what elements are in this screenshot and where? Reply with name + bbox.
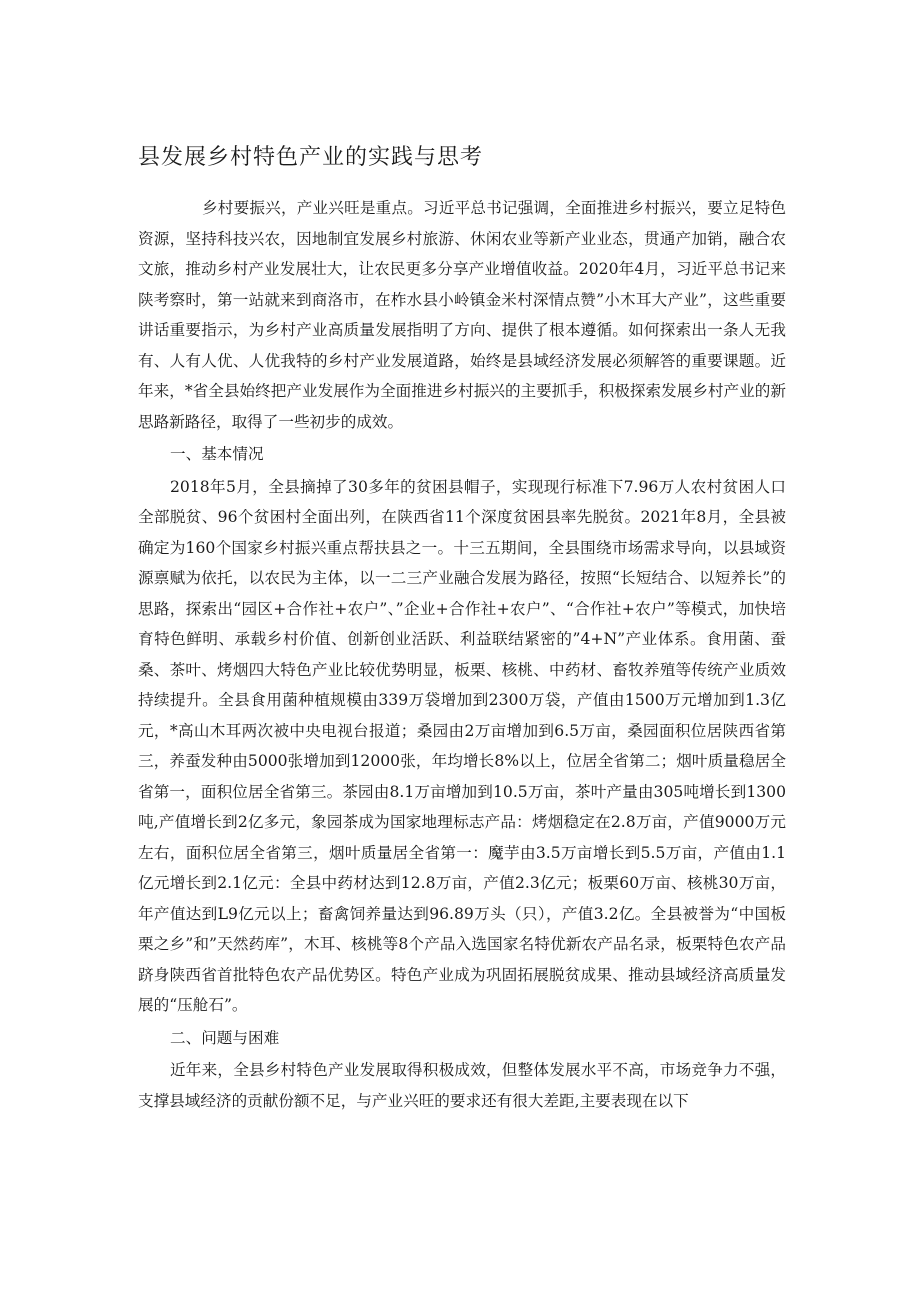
section-heading-problems: 二、问题与困难 <box>170 1028 280 1047</box>
section-heading-basic-situation: 一、基本情况 <box>170 445 264 463</box>
document-title: 县发展乡村特色产业的实践与思考 <box>138 145 484 170</box>
intro-paragraph: 乡村要振兴，产业兴旺是重点。习近平总书记强调，全面推进乡村振兴，要立足特色资源，坚持科技兴农，因地制宜发展乡村旅游、休闲农业等新产业业态，贯通产加销，融合农文旅，推动乡村产业发展壮大，让农民更多分享产业增值收益。2020年4月，习近平总书记来陕考察时，第一站就来到商洛市，在柞水县小岭镇金米村深情点赞”小木耳大产业”，这些重要讲话重要指示，为乡村产业高质量发展指明了方向、提供了根本遵循。如何探索出一条人无我有、人有人优、人优我特的乡村产业发展道路，始终是县域经济发展必须解答的重要课题。近年来，*省全县始终把产业发展作为全面推进乡村振兴的主要抓手，积极探索发展乡村产业的新思路新路径，取得了一些初步的成效。 <box>138 199 786 431</box>
document-body <box>138 193 786 1116</box>
section2-paragraph: 近年来，全县乡村特色产业发展取得积极成效，但整体发展水平不高，市场竞争力不强，支撑县域经济的贡献份额不足，与产业兴旺的要求还有很大差距,主要表现在以下 <box>138 1061 786 1110</box>
section1-paragraph: 2018年5月，全县摘掉了30多年的贫困县帽子，实现现行标准下7.96万人农村贫困人口全部脱贫、96个贫困村全面出列，在陕西省11个深度贫困县率先脱贫。2021年8月，全县被确定为160个国家乡村振兴重点帮扶县之一。十三五期间，全县围绕市场需求导向，以县域资源禀赋为依托，以农民为主体，以一二三产业融合发展为路径，按照“长短结合、以短养长”的思路，探索出“园区+合作社+农户”、”企业+合作社+农户”、“合作社+农户”等模式，加快培育特色鲜明、承载乡村价值、创新创业活跃、利益联结紧密的”4+N”产业体系。食用菌、蚕桑、茶叶、烤烟四大特色产业比较优势明显，板栗、核桃、中药材、畜牧养殖等传统产业质效持续提升。全县食用菌种植规模由339万袋增加到2300万袋，产值由1500万元增加到1.3亿元，*高山木耳两次被中央电视台报道；桑园由2万亩增加到6.5万亩，桑园面积位居陕西省第三，养蚕发种由5000张增加到12000张，年均增长8%以上，位居全省第二；烟叶质量稳居全省第一，面积位居全省第三。茶园由8.1万亩增加到10.5万亩，茶叶产量由305吨增长到1300吨,产值增长到2亿多元，象园茶成为国家地理标志产品：烤烟稳定在2.8万亩，产值9000万元左右，面积位居全省第三，烟叶质量居全省第一：魔芋由3.5万亩增长到5.5万亩，产值由1.1亿元增长到2.1亿元：全县中药材达到12.8万亩，产值2.3亿元；板栗60万亩、核桃30万亩，年产值达到L9亿元以上；畜禽饲养量达到96.89万头（只），产值3.2亿。全县被誉为“中国板栗之乡”和”天然药库”，木耳、核桃等8个产品入选国家名特优新农产品名录，板栗特色农产品跻身陕西省首批特色农产品优势区。特色产业成为巩固拓展脱贫成果、推动县域经济高质量发展的“压舱石”。 <box>138 477 786 1014</box>
